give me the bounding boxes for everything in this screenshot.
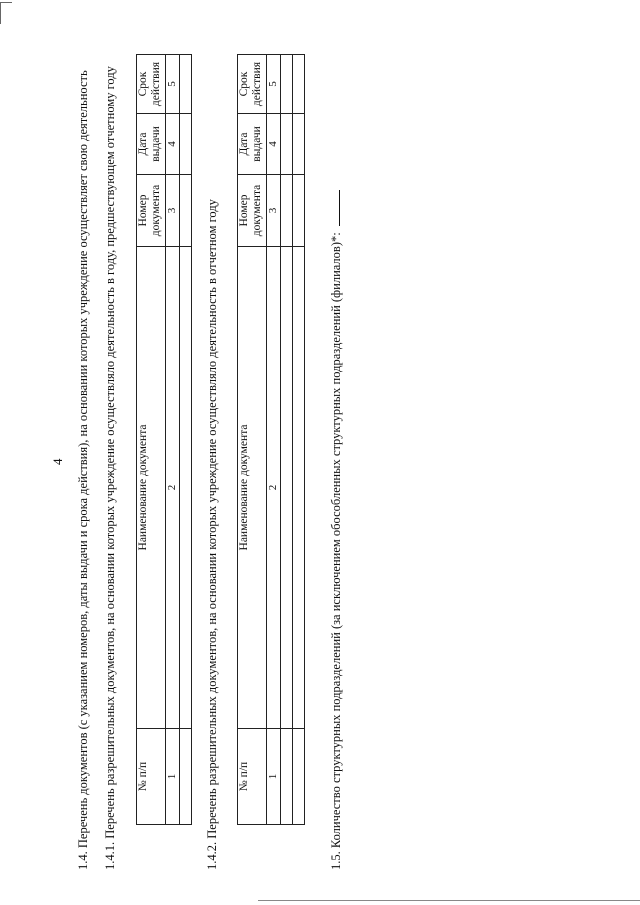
- table-cell: [293, 175, 305, 247]
- header-document-name: Наименование документа: [137, 247, 166, 729]
- table-row: [180, 55, 192, 825]
- header-number: № п/п: [238, 729, 267, 825]
- table-cell: [180, 55, 192, 114]
- header-validity: Срок действия: [238, 55, 267, 114]
- table-row: [281, 55, 293, 825]
- col-number-4: 4: [267, 114, 281, 175]
- permits-table-reporting-year: [237, 54, 305, 825]
- table-cell: [281, 114, 293, 175]
- section-1-5-text: 1.5. Количество структурных подразделений (за исключением обособленных структурных подразделений (филиалов)*:: [329, 232, 343, 870]
- col-number-3: 3: [166, 175, 180, 247]
- col-number-3: 3: [267, 175, 281, 247]
- col-number-1: 1: [166, 729, 180, 825]
- table-cell: [180, 175, 192, 247]
- section-1-4-heading: 1.4. Перечень документов (с указанием номеров, даты выдачи и срока действия), на основании которых учреждение осуществляет свою деятельность: [76, 70, 90, 870]
- column-number-row: [166, 55, 180, 825]
- table-cell: [281, 729, 293, 825]
- table-header-row: [137, 55, 166, 825]
- col-number-4: 4: [166, 114, 180, 175]
- col-number-2: 2: [166, 247, 180, 729]
- header-issue-date: Дата выдачи: [238, 114, 267, 175]
- section-1-4-2-heading: 1.4.2. Перечень разрешительных документов, на основании которых учреждение осуществляло деятельность в отчетном году: [205, 199, 219, 870]
- header-document-name: Наименование документа: [238, 247, 267, 729]
- header-issue-date: Дата выдачи: [137, 114, 166, 175]
- table-cell: [293, 729, 305, 825]
- col-number-5: 5: [166, 55, 180, 114]
- table-cell: [180, 247, 192, 729]
- table-cell: [180, 114, 192, 175]
- table-cell: [281, 55, 293, 114]
- header-document-number: Номер документа: [238, 175, 267, 247]
- table-cell: [293, 247, 305, 729]
- table-cell: [281, 247, 293, 729]
- col-number-5: 5: [267, 55, 281, 114]
- section-1-4-1-heading: 1.4.1. Перечень разрешительных документов, на основании которых учреждение осуществляло деятельность в году, предшествующем отчетному году: [103, 66, 117, 870]
- table-cell: [180, 729, 192, 825]
- table-cell: [293, 55, 305, 114]
- table-cell: [281, 175, 293, 247]
- table-header-row: [238, 55, 267, 825]
- header-validity: Срок действия: [137, 55, 166, 114]
- col-number-1: 1: [267, 729, 281, 825]
- section-1-5-heading: [327, 190, 344, 870]
- col-number-2: 2: [267, 247, 281, 729]
- permits-table-previous-year: [136, 54, 192, 825]
- answer-blank: [327, 190, 340, 226]
- header-number: № п/п: [137, 729, 166, 825]
- page-number: 4: [50, 458, 65, 465]
- table-row: [293, 55, 305, 825]
- column-number-row: [267, 55, 281, 825]
- header-document-number: Номер документа: [137, 175, 166, 247]
- table-cell: [293, 114, 305, 175]
